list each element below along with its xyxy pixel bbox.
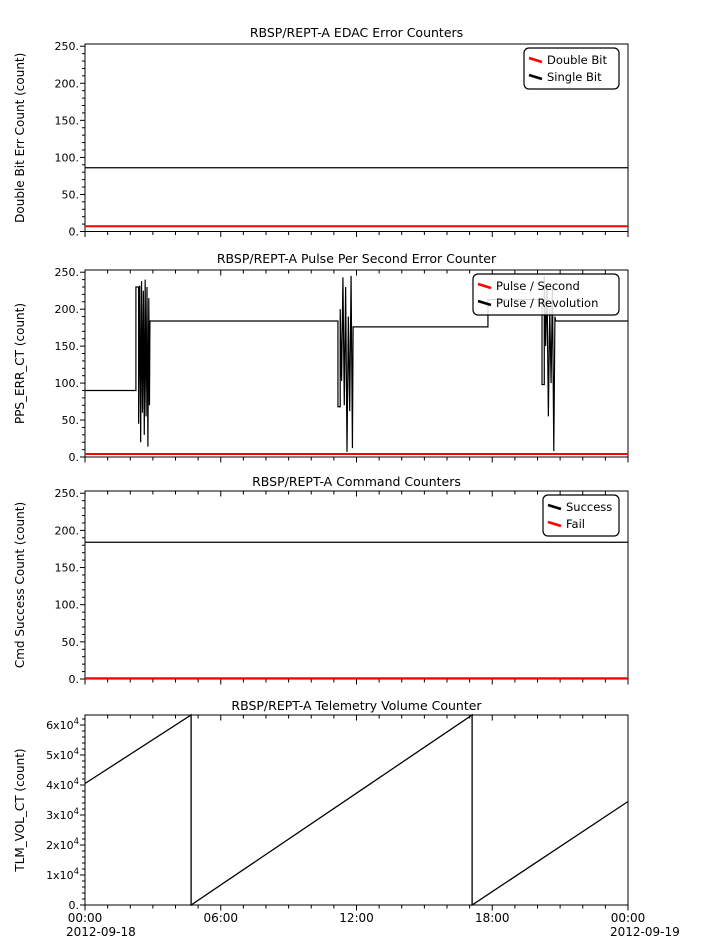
panel-title: RBSP/REPT-A Pulse Per Second Error Counter xyxy=(216,251,497,266)
y-tick-label: 250. xyxy=(54,266,79,280)
legend-label: Single Bit xyxy=(547,70,602,84)
legend-label: Pulse / Revolution xyxy=(496,296,599,310)
legend-label: Success xyxy=(566,500,613,514)
panel-title: RBSP/REPT-A EDAC Error Counters xyxy=(249,25,464,40)
y-tick-label: 50. xyxy=(61,635,79,649)
x-tick-label: 12:00 xyxy=(339,911,374,925)
y-tick-label: $2x10^4$ xyxy=(46,836,79,852)
series-line-tlm-vol-ct xyxy=(85,715,628,905)
panel-title: RBSP/REPT-A Command Counters xyxy=(252,474,461,489)
y-tick-label: 150. xyxy=(54,114,79,128)
y-tick-label: 200. xyxy=(54,524,79,538)
y-tick-label: 200. xyxy=(54,303,79,317)
y-tick-label: 250. xyxy=(54,40,79,54)
y-tick-label: 150. xyxy=(54,561,79,575)
y-tick-label: $4x10^4$ xyxy=(46,776,79,792)
x-tick-label: 00:00 xyxy=(67,911,103,925)
y-tick-label: 200. xyxy=(54,77,79,91)
y-tick-label: 100. xyxy=(54,151,79,165)
y-tick-label: 250. xyxy=(54,487,79,501)
y-tick-label: 50. xyxy=(61,188,79,202)
y-axis-label: PPS_ERR_CT (count) xyxy=(13,302,27,425)
panel-3 xyxy=(13,474,628,686)
y-tick-label: $1x10^4$ xyxy=(46,866,79,882)
y-tick-label: 0. xyxy=(68,899,79,912)
legend xyxy=(473,274,619,315)
plot-frame xyxy=(85,715,628,905)
x-tick-label: 00:00 xyxy=(610,911,646,925)
y-tick-label: $3x10^4$ xyxy=(46,806,79,822)
y-tick-label: 0. xyxy=(68,451,79,464)
y-tick-label: 100. xyxy=(54,377,79,391)
y-tick-label: $6x10^4$ xyxy=(46,716,79,732)
legend-label: Double Bit xyxy=(547,53,607,67)
y-tick-label: 100. xyxy=(54,598,79,612)
y-axis-label: Double Bit Err Count (count) xyxy=(13,52,27,223)
panel-4 xyxy=(13,698,680,939)
y-tick-label: 50. xyxy=(61,414,79,428)
panel-2 xyxy=(13,251,628,464)
y-tick-label: 150. xyxy=(54,340,79,354)
panel-1 xyxy=(13,25,628,239)
y-axis-label: TLM_VOL_CT (count) xyxy=(13,748,27,872)
legend-label: Pulse / Second xyxy=(496,279,580,293)
y-tick-label: $5x10^4$ xyxy=(46,746,79,762)
legend-label: Fail xyxy=(566,517,585,531)
end-date-label: 2012-09-19 xyxy=(610,925,680,939)
x-tick-label: 06:00 xyxy=(203,911,239,925)
y-tick-label: 0. xyxy=(68,673,79,686)
y-axis-label: Cmd Success Count (count) xyxy=(13,501,27,669)
start-date-label: 2012-09-18 xyxy=(66,925,136,939)
legend xyxy=(543,495,619,536)
x-tick-label: 18:00 xyxy=(474,911,510,925)
y-tick-label: 0. xyxy=(68,225,79,239)
panel-title: RBSP/REPT-A Telemetry Volume Counter xyxy=(231,698,482,713)
legend xyxy=(524,48,619,89)
